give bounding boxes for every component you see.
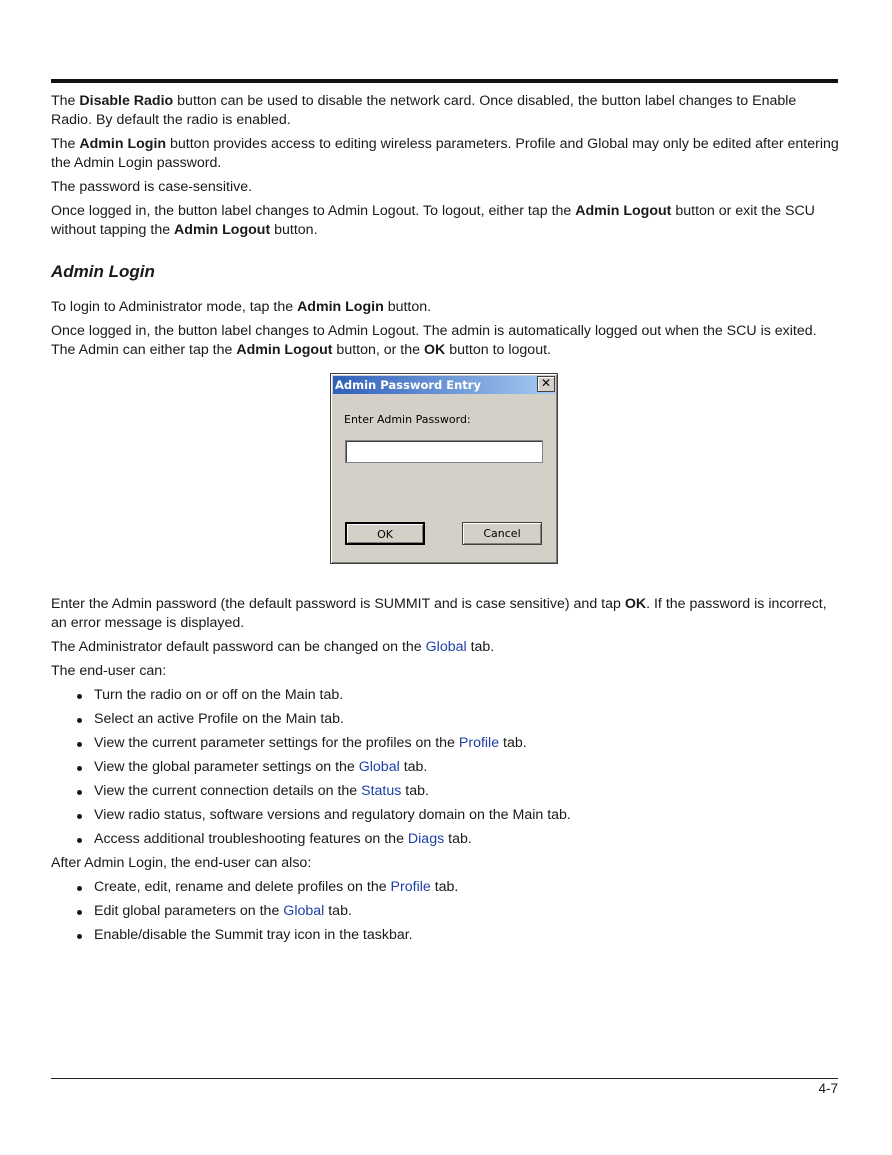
paragraph: To login to Administrator mode, tap the Admin Login button. bbox=[51, 299, 432, 315]
list-item: Select an active Profile on the Main tab. bbox=[51, 710, 841, 729]
section-heading: Admin Login bbox=[51, 262, 155, 281]
password-input[interactable] bbox=[345, 440, 543, 463]
ok-button[interactable]: OK bbox=[345, 522, 425, 545]
page-content bbox=[51, 92, 841, 950]
tab-link[interactable]: Diags bbox=[407, 831, 445, 847]
paragraph: Enter the Admin password (the default password is SUMMIT and is case sensitive) and tap OK. If the password is incorrect, an error message is displayed. bbox=[51, 596, 827, 631]
tab-link[interactable]: Profile bbox=[390, 879, 431, 895]
list-item: Enable/disable the Summit tray icon in the taskbar. bbox=[51, 926, 841, 945]
list-item: Create, edit, rename and delete profiles on the Profile tab. bbox=[51, 878, 841, 897]
bold-term: Admin Login bbox=[297, 299, 384, 315]
tab-link[interactable]: Global bbox=[358, 759, 400, 775]
admin-password-dialog bbox=[330, 373, 558, 564]
list-item: View the current parameter settings for the profiles on the Profile tab. bbox=[51, 734, 841, 753]
list-item: View the current connection details on the Status tab. bbox=[51, 782, 841, 801]
paragraph: Once logged in, the button label changes to Admin Logout. The admin is automatically logged out when the SCU is exited. The Admin can either tap the Admin Logout button, or the OK button to logout. bbox=[51, 323, 817, 358]
paragraph: After Admin Login, the end-user can also: bbox=[51, 855, 312, 871]
paragraph: Once logged in, the button label changes to Admin Logout. To logout, either tap the Admin Logout button or exit the SCU without tapping the Admin Logout button. bbox=[51, 203, 815, 238]
intro-paragraphs bbox=[51, 92, 841, 240]
bold-term: Admin Logout bbox=[236, 342, 333, 358]
list-item: View radio status, software versions and regulatory domain on the Main tab. bbox=[51, 806, 841, 825]
footer-rule bbox=[51, 1078, 838, 1079]
tab-link[interactable]: Global bbox=[425, 639, 467, 655]
bold-term: Disable Radio bbox=[79, 93, 174, 109]
paragraph: The password is case-sensitive. bbox=[51, 179, 253, 195]
bold-term: OK bbox=[624, 596, 647, 612]
bold-term: Admin Logout bbox=[575, 203, 672, 219]
cancel-button[interactable]: Cancel bbox=[462, 522, 542, 545]
bold-term: OK bbox=[423, 342, 446, 358]
page-number: 4-7 bbox=[818, 1081, 838, 1096]
paragraph: The end-user can: bbox=[51, 663, 167, 679]
bold-term: Admin Logout bbox=[174, 222, 271, 238]
section-paragraphs bbox=[51, 298, 841, 360]
after-admin-paragraph bbox=[51, 854, 841, 873]
list-item: Access additional troubleshooting features on the Diags tab. bbox=[51, 830, 841, 849]
dialog-figure bbox=[51, 365, 841, 595]
dialog-title: Admin Password Entry bbox=[333, 376, 555, 394]
password-label: Enter Admin Password: bbox=[344, 413, 471, 426]
paragraph: The Disable Radio button can be used to disable the network card. Once disabled, the button label changes to Enable Radio. By default the radio is enabled. bbox=[51, 93, 797, 128]
tab-link[interactable]: Global bbox=[283, 903, 325, 919]
list-item: Edit global parameters on the Global tab. bbox=[51, 902, 841, 921]
admin-list bbox=[51, 878, 841, 945]
header-rule bbox=[51, 79, 838, 83]
enduser-list bbox=[51, 686, 841, 849]
list-item: View the global parameter settings on the Global tab. bbox=[51, 758, 841, 777]
paragraph: The Administrator default password can be changed on the Global tab. bbox=[51, 639, 495, 655]
tab-link[interactable]: Profile bbox=[458, 735, 500, 751]
bold-term: Admin Login bbox=[79, 136, 167, 152]
list-item: Turn the radio on or off on the Main tab. bbox=[51, 686, 841, 705]
after-dialog-paragraphs bbox=[51, 595, 841, 681]
paragraph: The Admin Login button provides access to editing wireless parameters. Profile and Global may only be edited after entering the Admin Login password. bbox=[51, 136, 839, 171]
tab-link[interactable]: Status bbox=[361, 783, 402, 799]
close-icon[interactable]: ✕ bbox=[537, 376, 555, 392]
